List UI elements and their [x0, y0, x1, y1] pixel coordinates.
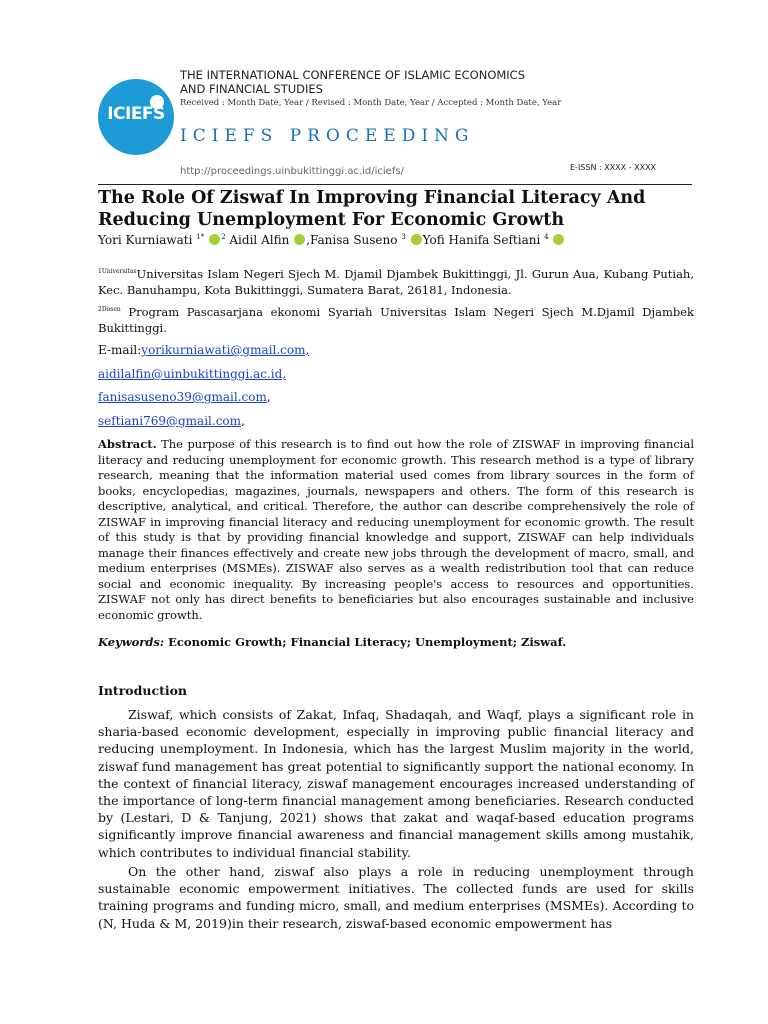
section-heading: Introduction	[98, 683, 188, 698]
author-name: Yori Kurniawati	[98, 233, 193, 247]
email-label: E-mail:	[98, 343, 142, 357]
conference-line-2: AND FINANCIAL STUDIES	[180, 82, 323, 96]
author-name: Yofi Hanifa Seftiani	[422, 233, 541, 247]
author-list: Yori Kurniawati $^{1*}$ $^2$ Aidil Alfin ,Fanisa Suseno $^3$ Yofi Hanifa Seftiani $^4$	[98, 233, 565, 247]
header-rule	[98, 184, 692, 185]
keywords	[98, 635, 566, 649]
orcid-icon[interactable]	[553, 234, 564, 245]
email-line	[98, 367, 286, 381]
author-sup: 4	[544, 233, 549, 241]
affiliation-text: Universitas Islam Negeri Sjech M. Djamil Djambek Bukittinggi, Jl. Gurun Aua, Kubang Putiah, Kec. Banuhampu, Kota Bukittinggi, Sumatera Barat, 26181, Indonesia.	[98, 266, 694, 297]
journal-url[interactable]: http://proceedings.uinbukittinggi.ac.id/iciefs/	[180, 166, 404, 177]
keywords-label: Keywords:	[98, 635, 165, 649]
affiliation-text: Program Pascasarjana ekonomi Syariah Universitas Islam Negeri Sjech M.Djamil Djambek Bukittinggi.	[98, 304, 694, 335]
affiliation-2	[98, 302, 694, 336]
received-dates: Received : Month Date, Year / Revised : Month Date, Year / Accepted : Month Date, Year	[180, 98, 562, 108]
author-sup: 1*	[196, 233, 205, 241]
keywords-text: Economic Growth; Financial Literacy; Unemployment; Ziswaf.	[164, 635, 567, 649]
email-link[interactable]: fanisasuseno39@gmail.com	[98, 390, 267, 404]
conference-name	[180, 68, 525, 96]
eissn: E-ISSN : XXXX - XXXX	[570, 163, 657, 172]
affiliation-sup: 1Universitas	[98, 268, 137, 275]
author-name: Aidil Alfin	[229, 233, 290, 247]
author-sup: 3	[401, 233, 406, 241]
email-line: seftiani769@gmail.com,	[98, 414, 245, 428]
author-name: Fanisa Suseno	[309, 233, 398, 247]
proceeding-title: ICIEFS PROCEEDING	[180, 126, 475, 146]
logo-text: ICIEFS	[107, 104, 165, 124]
orcid-icon[interactable]	[209, 234, 220, 245]
abstract	[98, 437, 694, 623]
abstract-label: Abstract.	[98, 437, 157, 451]
author-sup: 2	[221, 233, 226, 241]
paper-title: The Role Of Ziswaf In Improving Financial Literacy And Reducing Unemployment For Economic Growth	[98, 188, 646, 230]
paragraph: Ziswaf, which consists of Zakat, Infaq, Shadaqah, and Waqf, plays a significant role in sharia-based economic development, especially in improving public financial literacy and reducing unemployment. In Indonesia, which has the largest Muslim majority in the world, ziswaf fund management has great potential to significantly support the national economy. In the context of financial literacy, ziswaf management encourages increased understanding of the importance of long-term financial management among beneficiaries. Research conducted by (Lestari, D & Tanjung, 2021) shows that zakat and waqaf-based education programs significantly improve financial awareness and financial management skills among mustahik, which contributes to individual financial stability.	[98, 707, 694, 860]
paragraph: On the other hand, ziswaf also plays a role in reducing unemployment through sustainable economic empowerment initiatives. The collected funds are used for skills training programs and funding micro, small, and medium enterprises (MSMEs). According to (N, Huda & M, 2019)in their research, ziswaf-based economic empowerment has	[98, 864, 694, 931]
affiliation-sup: 2Dosen	[98, 306, 121, 313]
email-link[interactable]: seftiani769@gmail.com	[98, 414, 242, 428]
orcid-icon[interactable]	[411, 234, 422, 245]
email-link[interactable]: yorikurniawati@gmail.com,	[141, 343, 310, 357]
orcid-icon[interactable]	[294, 234, 305, 245]
email-line: fanisasuseno39@gmail.com,	[98, 390, 271, 404]
email-link[interactable]: aidilalfin@uinbukittinggi.ac.id,	[98, 367, 287, 381]
email-line	[98, 343, 309, 357]
conference-line-1: THE INTERNATIONAL CONFERENCE OF ISLAMIC ECONOMICS	[180, 68, 526, 82]
affiliation-1	[98, 264, 694, 298]
abstract-text: The purpose of this research is to find out how the role of ZISWAF in improving financial literacy and reducing unemployment for economic growth. This research method is a type of library research, meaning that the information material used comes from library sources in the form of books, encyclopedias, magazines, journals, newspapers and others. The form of this research is descriptive, analytical, and critical. Therefore, the author can describe comprehensively the role of ZISWAF in improving financial literacy and reducing unemployment for economic growth. The result of this study is that by providing financial knowledge and support, ZISWAF can help individuals manage their finances effectively and create new jobs through the development of macro, small, and medium enterprises (MSMEs). ZISWAF also serves as a wealth redistribution tool that can reduce social and economic inequality. By increasing people's access to resources and opportunities. ZISWAF not only has direct benefits to beneficiaries but also encourages sustainable and inclusive economic growth.	[98, 437, 694, 622]
